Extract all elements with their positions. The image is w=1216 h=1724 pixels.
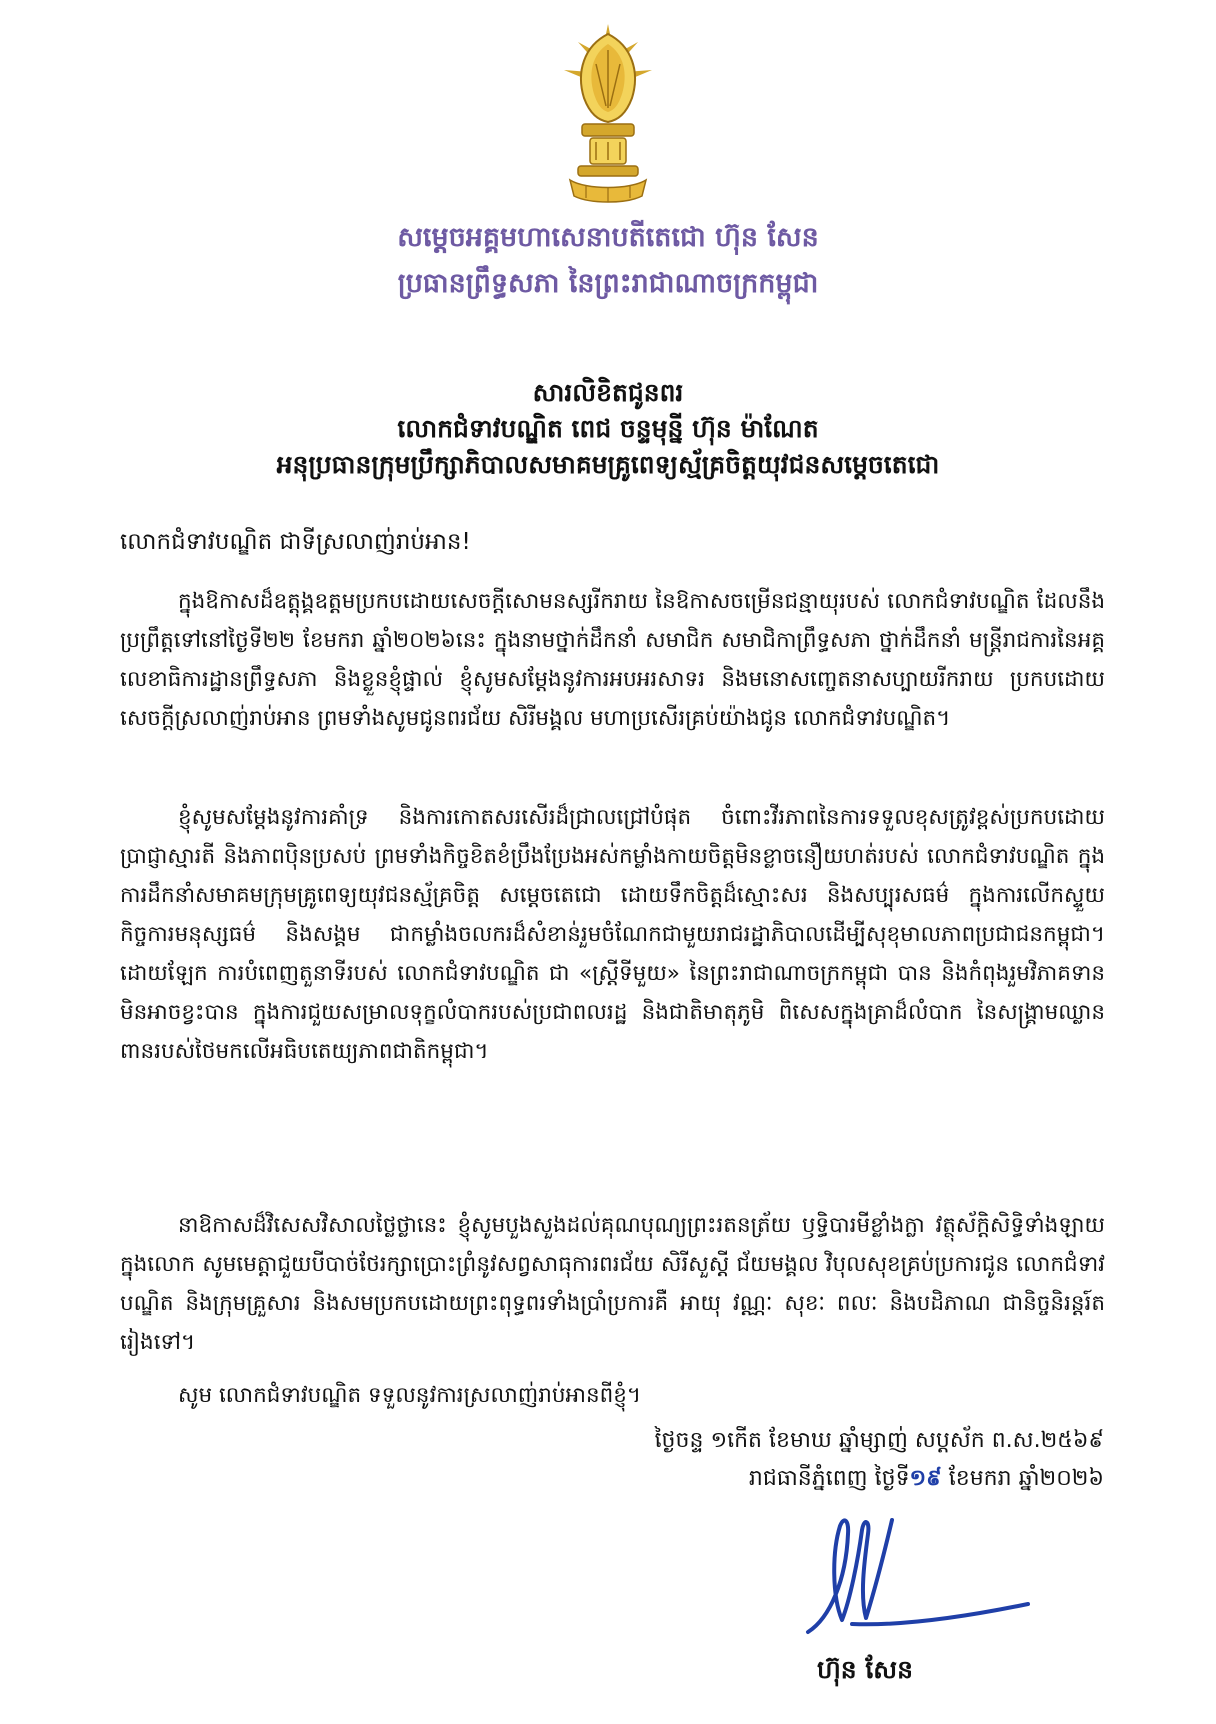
national-council-emblem-icon [556,20,660,210]
letter-title: សារលិខិតជូនពរ [532,378,684,407]
salutation: លោកជំទាវបណ្ឌិត ជាទីស្រលាញ់រាប់អាន! [120,529,471,555]
solar-date-day: ១៩ [909,1466,942,1491]
solar-date-prefix: រាជធានីភ្នំពេញ ថ្ងៃទី [748,1466,910,1491]
header-name: សម្តេចអគ្គមហាសេនាបតីតេជោ ហ៊ុន សែន [397,222,819,253]
paragraph-1: ក្នុងឱកាសដ៏ឧត្តុង្គឧត្តមប្រកបដោយសេចក្តីសោមនស្សរីករាយ នៃឱកាសចម្រើនជន្មាយុរបស់ លោកជំទាវបណ្ឌិត ដែលនឹងប្រព្រឹត្តទៅនៅថ្ងៃទី២២ ខែមករា ឆ្នាំ២០២៦នេះ ក្នុងនាមថ្នាក់ដឹកនាំ សមាជិក សមាជិកាព្រឹទ្ធសភា ថ្នាក់ដឹកនាំ មន្ត្រីរាជការនៃអគ្គលេខាធិការដ្ឋានព្រឹទ្ធសភា និងខ្លួនខ្ញុំផ្ទាល់ ខ្ញុំសូមសម្តែងនូវការអបអរសាទរ និងមនោសញ្ចេតនាសប្បាយរីករាយ ប្រកបដោយសេចក្តីស្រលាញ់រាប់អាន ព្រមទាំងសូមជូនពរជ័យ សិរីមង្គល មហាប្រសើរគ្រប់យ៉ាងជូន លោកជំទាវបណ្ឌិត។ [120,589,1105,731]
handwritten-signature-icon [800,1500,1040,1650]
recipient-name: លោកជំទាវបណ្ឌិត ពេជ ចន្ទមុន្នី ហ៊ុន ម៉ាណែត [397,414,819,443]
solar-date-suffix: ខែមករា ឆ្នាំ២០២៦ [941,1466,1104,1491]
signatory-name: ហ៊ុន សែន [817,1655,913,1684]
recipient-position: អនុប្រធានក្រុមប្រឹក្សាភិបាលសមាគមគ្រូពេទ្យស្ម័គ្រចិត្តយុវជនសម្តេចតេជោ [276,450,940,479]
header-position: ប្រធានព្រឹទ្ធសភា នៃព្រះរាជាណាចក្រកម្ពុជា [397,268,819,299]
paragraph-3: នាឱកាសដ៏វិសេសវិសាលថ្លៃថ្លានេះ ខ្ញុំសូមបួងសួងដល់គុណបុណ្យព្រះរតនត្រ័យ ឫទ្ធិបារមីខ្លាំងក្លា វត្ថុស័ក្តិសិទ្ធិទាំងឡាយក្នុងលោក សូមមេត្តាជួយបីបាច់ថែរក្សាប្រោះព្រំនូវសព្វសាធុការពរជ័យ សិរីសួស្តី ជ័យមង្គល វិបុលសុខគ្រប់ប្រការជូន លោកជំទាវបណ្ឌិត និងក្រុមគ្រួសារ និងសមប្រកបដោយព្រះពុទ្ធពរទាំងប្រាំប្រការគឺ អាយុ វណ្ណៈ សុខៈ ពលៈ និងបដិភាណ ជានិច្ចនិរន្តរ៍តរៀងទៅ។ [120,1213,1105,1355]
paragraph-2: ខ្ញុំសូមសម្តែងនូវការគាំទ្រ និងការកោតសរសើរដ៏ជ្រាលជ្រៅបំផុត ចំពោះវីរភាពនៃការទទួលខុសត្រូវខ្ពស់ប្រកបដោយប្រាជ្ញាស្មារតី និងភាពប៉ិនប្រសប់ ព្រមទាំងកិច្ចខិតខំប្រឹងប្រែងអស់កម្លាំងកាយចិត្តមិនខ្លាចនឿយហត់របស់ លោកជំទាវបណ្ឌិត ក្នុងការដឹកនាំសមាគមក្រុមគ្រូពេទ្យយុវជនស្ម័គ្រចិត្ត សម្តេចតេជោ ដោយទឹកចិត្តដ៏ស្មោះសរ និងសប្បុរសធម៌ ក្នុងការលើកស្ទួយកិច្ចការមនុស្សធម៌ និងសង្គម ជាកម្លាំងចលករដ៏សំខាន់រួមចំណែកជាមួយរាជរដ្ឋាភិបាលដើម្បីសុខុមាលភាពប្រជាជនកម្ពុជា។ ដោយឡែក ការបំពេញតួនាទីរបស់ លោកជំទាវបណ្ឌិត ជា «ស្ត្រីទីមួយ» នៃព្រះរាជាណាចក្រកម្ពុជា បាន និងកំពុងរួមវិភាគទានមិនអាចខ្វះបាន ក្នុងការជួយសម្រាលទុក្ខលំបាករបស់ប្រជាពលរដ្ឋ និងជាតិមាតុភូមិ ពិសេសក្នុងគ្រាដ៏លំបាក នៃសង្គ្រាមឈ្លានពានរបស់ថៃមកលើអធិបតេយ្យភាពជាតិកម្ពុជា។ [120,805,1105,1064]
paragraph-4: សូម លោកជំទាវបណ្ឌិត ទទួលនូវការស្រលាញ់រាប់អានពីខ្ញុំ។ [178,1383,642,1408]
lunar-date: ថ្ងៃចន្ទ ១កើត ខែមាឃ ឆ្នាំម្សាញ់ សប្តស័ក ព.ស.២៥៦៩ [654,1428,1104,1453]
solar-date [749,1462,1104,1496]
